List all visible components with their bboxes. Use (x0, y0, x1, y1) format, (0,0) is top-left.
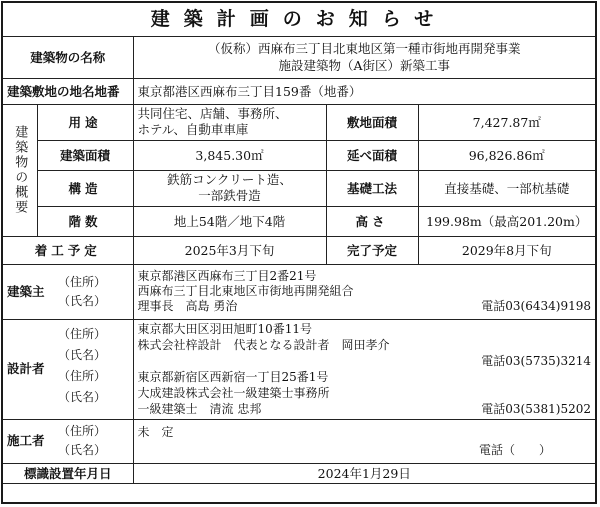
foundation-value: 直接基礎、一部杭基礎 (418, 170, 595, 206)
posted-value: 2024年1月29日 (133, 463, 595, 483)
client-name-tag: （氏名） (57, 293, 106, 308)
height-value: 199.98m（最高201.20m） (418, 206, 595, 236)
use-label: 用途 (37, 104, 133, 140)
designer-label: 設計者 (7, 361, 45, 376)
designer-address-tag-1: （住所） (57, 327, 106, 341)
designer-name-tag-1: （氏名） (57, 348, 106, 362)
site-value: 東京都港区西麻布三丁目159番（地番） (133, 78, 595, 104)
designer1-name: 株式会社梓設計 代表となる設計者 岡田孝介 (137, 338, 390, 352)
row-contractor (3, 419, 595, 463)
designer2-tel: 電話03(5381)5202 (481, 402, 591, 416)
contractor-value: 未 定 (137, 425, 174, 439)
structure-label: 構造 (37, 170, 133, 206)
client-address2: 西麻布三丁目北東地区市街地再開発組合 (137, 284, 354, 298)
designer2-company: 大成建設株式会社一級建築士事務所 (137, 386, 330, 400)
client-label-cell (3, 264, 133, 319)
designer1-address: 東京都大田区羽田旭町10番11号 (137, 322, 313, 336)
overview-group-label (3, 104, 37, 236)
building-area-label: 建築面積 (37, 140, 133, 170)
contractor-name-tag: （氏名） (57, 443, 106, 457)
project-name-label: 建築物の名称 (3, 37, 133, 78)
floor-area-label: 延べ面積 (326, 140, 418, 170)
row-use (3, 104, 595, 140)
use-value (133, 104, 326, 140)
project-name-line2: 施設建築物（A街区）新築工事 (278, 58, 451, 74)
client-address1: 東京都港区西麻布三丁目2番21号 (137, 269, 317, 283)
designer-label-cell (3, 319, 133, 419)
end-label: 完了予定 (326, 236, 418, 264)
designer2-name: 一級建築士 清流 忠邦 (137, 402, 262, 416)
contractor-label-cell (3, 419, 133, 463)
project-name-line1: （仮称）西麻布三丁目北東地区第一種市街地再開発事業 (208, 41, 521, 57)
row-project-name (3, 37, 595, 78)
project-name-value (133, 37, 595, 78)
start-label: 着工予定 (3, 236, 133, 264)
foundation-label: 基礎工法 (326, 170, 418, 206)
row-site (3, 78, 595, 104)
contractor-label: 施工者 (7, 433, 45, 448)
height-label: 高さ (326, 206, 418, 236)
site-area-label: 敷地面積 (326, 104, 418, 140)
row-structure (3, 170, 595, 206)
start-value: 2025年3月下旬 (133, 236, 326, 264)
use-line2: ホテル、自動車車庫 (137, 122, 249, 137)
notice-board (1, 1, 597, 504)
site-label: 建築敷地の地名地番 (3, 78, 133, 104)
row-posted (3, 463, 595, 483)
structure-line2: 一部鉄骨造 (198, 188, 261, 203)
row-client (3, 264, 595, 319)
use-line1: 共同住宅、店舗、事務所、 (137, 106, 288, 121)
row-schedule (3, 236, 595, 264)
client-label: 建築主 (7, 283, 45, 299)
end-value: 2029年8月下旬 (418, 236, 595, 264)
row-designer (3, 319, 595, 419)
contractor-address-tag: （住所） (57, 424, 106, 438)
contractor-tel: 電話（ ） (478, 443, 551, 457)
notice-title: 建築計画のお知らせ (3, 3, 595, 37)
designer1-tel: 電話03(5735)3214 (481, 354, 591, 368)
client-tel: 電話03(6434)9198 (481, 299, 591, 313)
site-area-value: 7,427.87㎡ (418, 104, 595, 140)
row-building-area (3, 140, 595, 170)
designer-address-tag-2: （住所） (57, 369, 106, 383)
overview-group-text: 建築物の概要 (12, 125, 28, 215)
building-area-value: 3,845.30㎡ (133, 140, 326, 170)
row-floors (3, 206, 595, 236)
designer-value (133, 319, 595, 419)
designer2-address: 東京都新宿区西新宿一丁目25番1号 (137, 370, 329, 384)
notice-table (3, 37, 595, 484)
floors-value: 地上54階／地下4階 (133, 206, 326, 236)
client-address-tag: （住所） (57, 274, 106, 289)
structure-line1: 鉄筋コンクリート造、 (167, 172, 292, 187)
floor-area-value: 96,826.86㎡ (418, 140, 595, 170)
posted-label: 標識設置年月日 (3, 463, 133, 483)
client-name: 理事長 高島 勇治 (137, 299, 238, 313)
client-value (133, 264, 595, 319)
floors-label: 階数 (37, 206, 133, 236)
contractor-value-cell (133, 419, 595, 463)
structure-value (133, 170, 326, 206)
designer-name-tag-2: （氏名） (57, 390, 106, 404)
